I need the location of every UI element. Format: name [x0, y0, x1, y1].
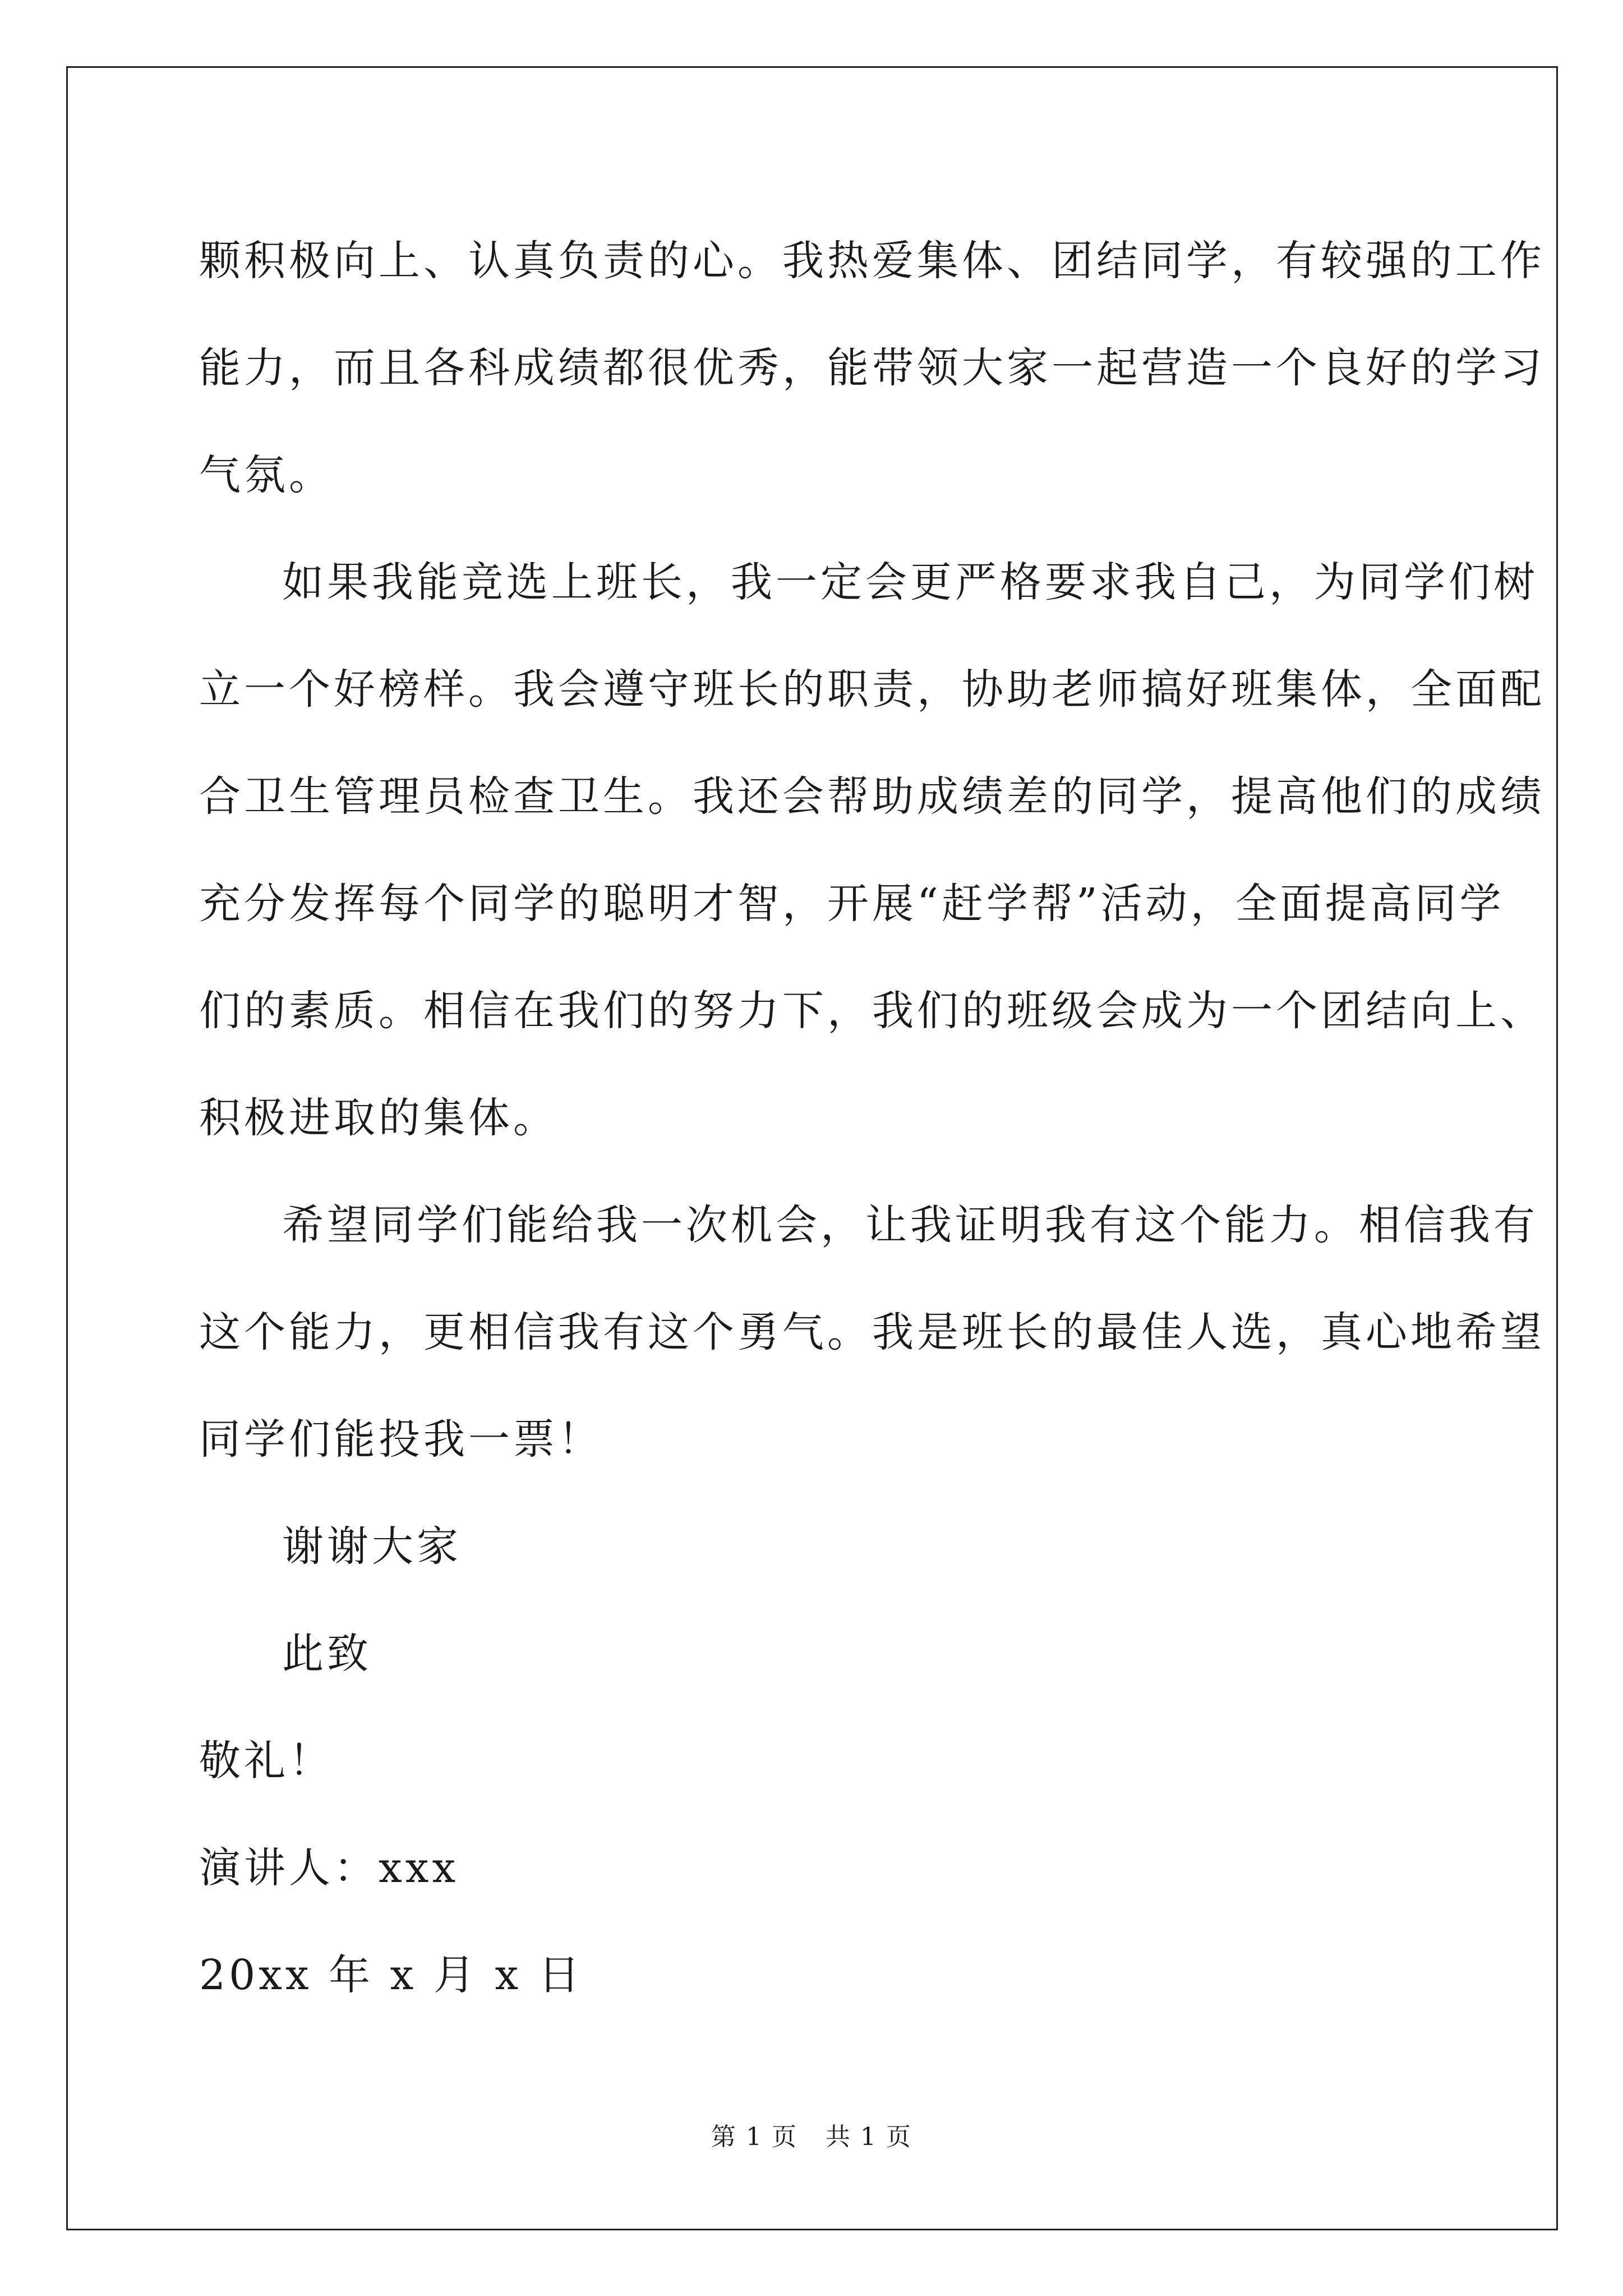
text-line: 同学们能投我一票！ — [199, 1415, 603, 1464]
document-date: 20xx 年 x 月 x 日 — [199, 1951, 583, 1999]
text-line: 希望同学们能给我一次机会，让我证明我有这个能力。相信我有 — [282, 1201, 1538, 1249]
text-line: 颗积极向上、认真负责的心。我热爱集体、团结同学，有较强的工作 — [199, 237, 1545, 285]
closing-respect: 敬礼！ — [199, 1737, 334, 1785]
text-line: 这个能力，更相信我有这个勇气。我是班长的最佳人选，真心地希望 — [199, 1308, 1545, 1356]
text-line: 能力，而且各科成绩都很优秀，能带领大家一起营造一个良好的学习 — [199, 344, 1545, 392]
page-number: 第 1 页 — [711, 2123, 797, 2151]
page-total: 共 1 页 — [826, 2123, 912, 2151]
closing-block — [199, 1493, 1427, 2029]
text-line: 合卫生管理员检查卫生。我还会帮助成绩差的同学，提高他们的成绩 — [199, 772, 1545, 821]
page-footer — [0, 2120, 1623, 2154]
paragraph-2 — [199, 529, 1545, 1172]
text-line: 充分发挥每个同学的聪明才智，开展“赶学帮”活动，全面提高同学 — [199, 880, 1505, 928]
text-line: 立一个好榜样。我会遵守班长的职责，协助老师搞好班集体，全面配 — [199, 665, 1545, 714]
text-line: 积极进取的集体。 — [199, 1094, 558, 1142]
paragraph-1 — [199, 208, 1545, 529]
text-line: 们的素质。相信在我们的努力下，我们的班级会成为一个团结向上、 — [199, 987, 1545, 1035]
speaker-signature: 演讲人：xxx — [199, 1844, 459, 1892]
text-line: 如果我能竞选上班长，我一定会更严格要求我自己，为同学们树 — [282, 558, 1538, 606]
document-body — [199, 208, 1545, 2029]
text-line: 气氛。 — [199, 451, 334, 499]
closing-thanks: 谢谢大家 — [282, 1522, 462, 1571]
closing-salutation: 此致 — [282, 1630, 372, 1678]
paragraph-3 — [199, 1172, 1545, 1493]
